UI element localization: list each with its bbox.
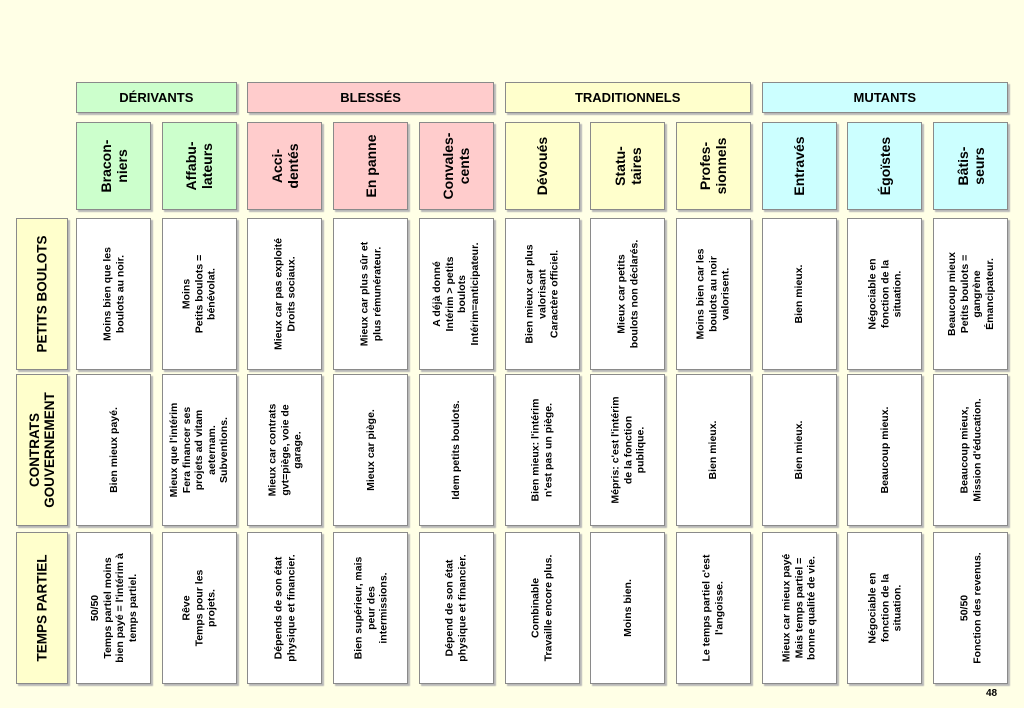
category-header: [933, 122, 1008, 210]
category-header-label: Statu- taires: [611, 146, 644, 186]
table-cell: [847, 374, 922, 526]
group-header: [762, 82, 1008, 113]
table-cell: [676, 218, 751, 370]
table-cell: [419, 532, 494, 684]
table-cell: [162, 532, 237, 684]
table-cell: [762, 374, 837, 526]
group-header-label: DÉRIVANTS: [119, 90, 194, 105]
table-cell: [333, 374, 408, 526]
table-cell: [419, 374, 494, 526]
table-cell: [847, 532, 922, 684]
table-cell-text: Moins Petits boulots = bénévolat.: [180, 254, 218, 334]
table-cell-text: Bien mieux.: [792, 264, 805, 324]
table-cell: [419, 218, 494, 370]
table-cell-text: Mieux car piège.: [364, 409, 377, 491]
category-header: [76, 122, 151, 210]
table-cell-text: Beaucoup mieux.: [878, 406, 891, 494]
category-header-label: Bracon- niers: [97, 139, 130, 193]
table-cell: [247, 218, 322, 370]
category-header: [162, 122, 237, 210]
table-cell: [847, 218, 922, 370]
table-cell-text: Bien mieux car plus valorisant Caractère officiel.: [523, 244, 561, 344]
table-cell-text: Dépend de son état physique et financier.: [443, 554, 469, 662]
group-header-label: TRADITIONNELS: [574, 90, 681, 105]
row-header: [16, 532, 68, 684]
category-header: [676, 122, 751, 210]
table-cell-text: Beaucoup mieux Petits boulots = gangrène Émancipateur.: [945, 251, 995, 337]
category-header-label: Égoïstes: [876, 136, 893, 196]
table-cell-text: Moins bien.: [621, 579, 634, 637]
category-header-label: En panne: [362, 134, 379, 198]
table-cell: [76, 374, 151, 526]
table-cell-text: Moins bien car les boulots au noir valorisent.: [694, 248, 732, 340]
table-cell-text: Beaucoup mieux, Mission d'éducation.: [958, 398, 983, 502]
table-cell: [762, 532, 837, 684]
table-cell: [590, 532, 665, 684]
category-header-label: Dévoués: [534, 136, 550, 196]
table-cell: [933, 218, 1008, 370]
table-cell-text: Bien mieux.: [707, 420, 720, 480]
category-header-label: Bâtis- seurs: [954, 146, 987, 186]
category-header: [762, 122, 837, 210]
table-cell-text: 50/50 Fonction des revenus.: [958, 552, 983, 664]
table-cell-text: A déjà donné Intérim > petits boulots Intérim=anticipateur.: [431, 242, 481, 346]
table-cell-text: Combinable Travaille encore plus.: [529, 554, 554, 662]
table-cell-text: Bien mieux payé.: [107, 407, 120, 493]
row-header-label: CONTRATS GOUVERNEMENT: [27, 392, 57, 508]
table-cell-text: Mépris: c'est l'intérim de la fonction publique.: [608, 396, 646, 504]
category-header: [333, 122, 408, 210]
category-header: [847, 122, 922, 210]
category-header-label: Convales- cents: [440, 132, 473, 200]
table-cell: [162, 218, 237, 370]
group-header-label: BLESSÉS: [340, 90, 401, 105]
table-cell: [762, 218, 837, 370]
table-cell-text: Bien mieux.: [792, 420, 805, 480]
table-cell: [333, 218, 408, 370]
table-cell: [505, 218, 580, 370]
category-header: [247, 122, 322, 210]
table-cell: [247, 532, 322, 684]
table-cell: [162, 374, 237, 526]
table-cell: [590, 218, 665, 370]
table-cell: [676, 532, 751, 684]
table-cell: [933, 532, 1008, 684]
table-cell-text: Dépends de son état physique et financier.: [272, 554, 297, 662]
category-header-label: Entravés: [791, 136, 808, 196]
group-header-label: MUTANTS: [853, 90, 917, 105]
table-cell-text: Mieux car plus sûr et plus rémunérateur.: [358, 241, 383, 347]
category-header-label: Profes- sionnels: [697, 137, 730, 195]
category-header-label: Acci- dentés: [268, 143, 301, 189]
table-cell-text: Mieux car pas exploité Droits sociaux.: [272, 237, 297, 351]
table-cell-text: Mieux car mieux payé Mais temps partiel = bonne qualité de vie.: [780, 553, 818, 663]
table-cell-text: 50/50 Temps partiel moins bien payé = l'intérim à temps partiel.: [88, 553, 138, 663]
group-header: [505, 82, 751, 113]
table-cell-text: Moins bien que les boulots au noir.: [101, 247, 126, 341]
group-header: [76, 82, 237, 113]
table-cell-text: Bien supérieur, mais peur des intermissions.: [351, 556, 389, 660]
table-cell-text: Bien mieux: l'intérim n'est pas un piège.: [529, 398, 554, 502]
page-number: 48: [986, 688, 998, 699]
table-cell: [933, 374, 1008, 526]
category-header: [419, 122, 494, 210]
row-header-label: PETITS BOULOTS: [34, 235, 50, 353]
table-cell-text: Mieux car contrats gvt=piège, voie de garage.: [266, 403, 304, 497]
table-cell: [505, 374, 580, 526]
row-header-label: TEMPS PARTIEL: [34, 554, 50, 662]
table-cell: [247, 374, 322, 526]
table-cell-text: Idem petits boulots.: [450, 400, 463, 500]
table-cell: [76, 532, 151, 684]
table-cell-text: Mieux que l'intérim Fera financer ses projets ad vitam aeternam. Subventions.: [167, 402, 230, 498]
row-header: [16, 218, 68, 370]
group-header: [247, 82, 493, 113]
row-header: [16, 374, 68, 526]
table-cell: [676, 374, 751, 526]
table-cell-text: Rêve Temps pour les projets.: [180, 569, 218, 647]
category-header: [505, 122, 580, 210]
table-cell: [76, 218, 151, 370]
table-cell-text: Mieux car petits boulots non déclarés.: [615, 239, 640, 349]
category-header-label: Affabu- lateurs: [183, 141, 216, 191]
category-header: [590, 122, 665, 210]
table-cell: [333, 532, 408, 684]
table-cell-text: Négociable en fonction de la situation.: [866, 572, 904, 644]
table-cell: [505, 532, 580, 684]
table-cell-text: Négociable en fonction de la situation.: [866, 258, 904, 330]
table-cell-text: Le temps partiel c'est l'angoisse.: [700, 554, 726, 662]
table-cell: [590, 374, 665, 526]
